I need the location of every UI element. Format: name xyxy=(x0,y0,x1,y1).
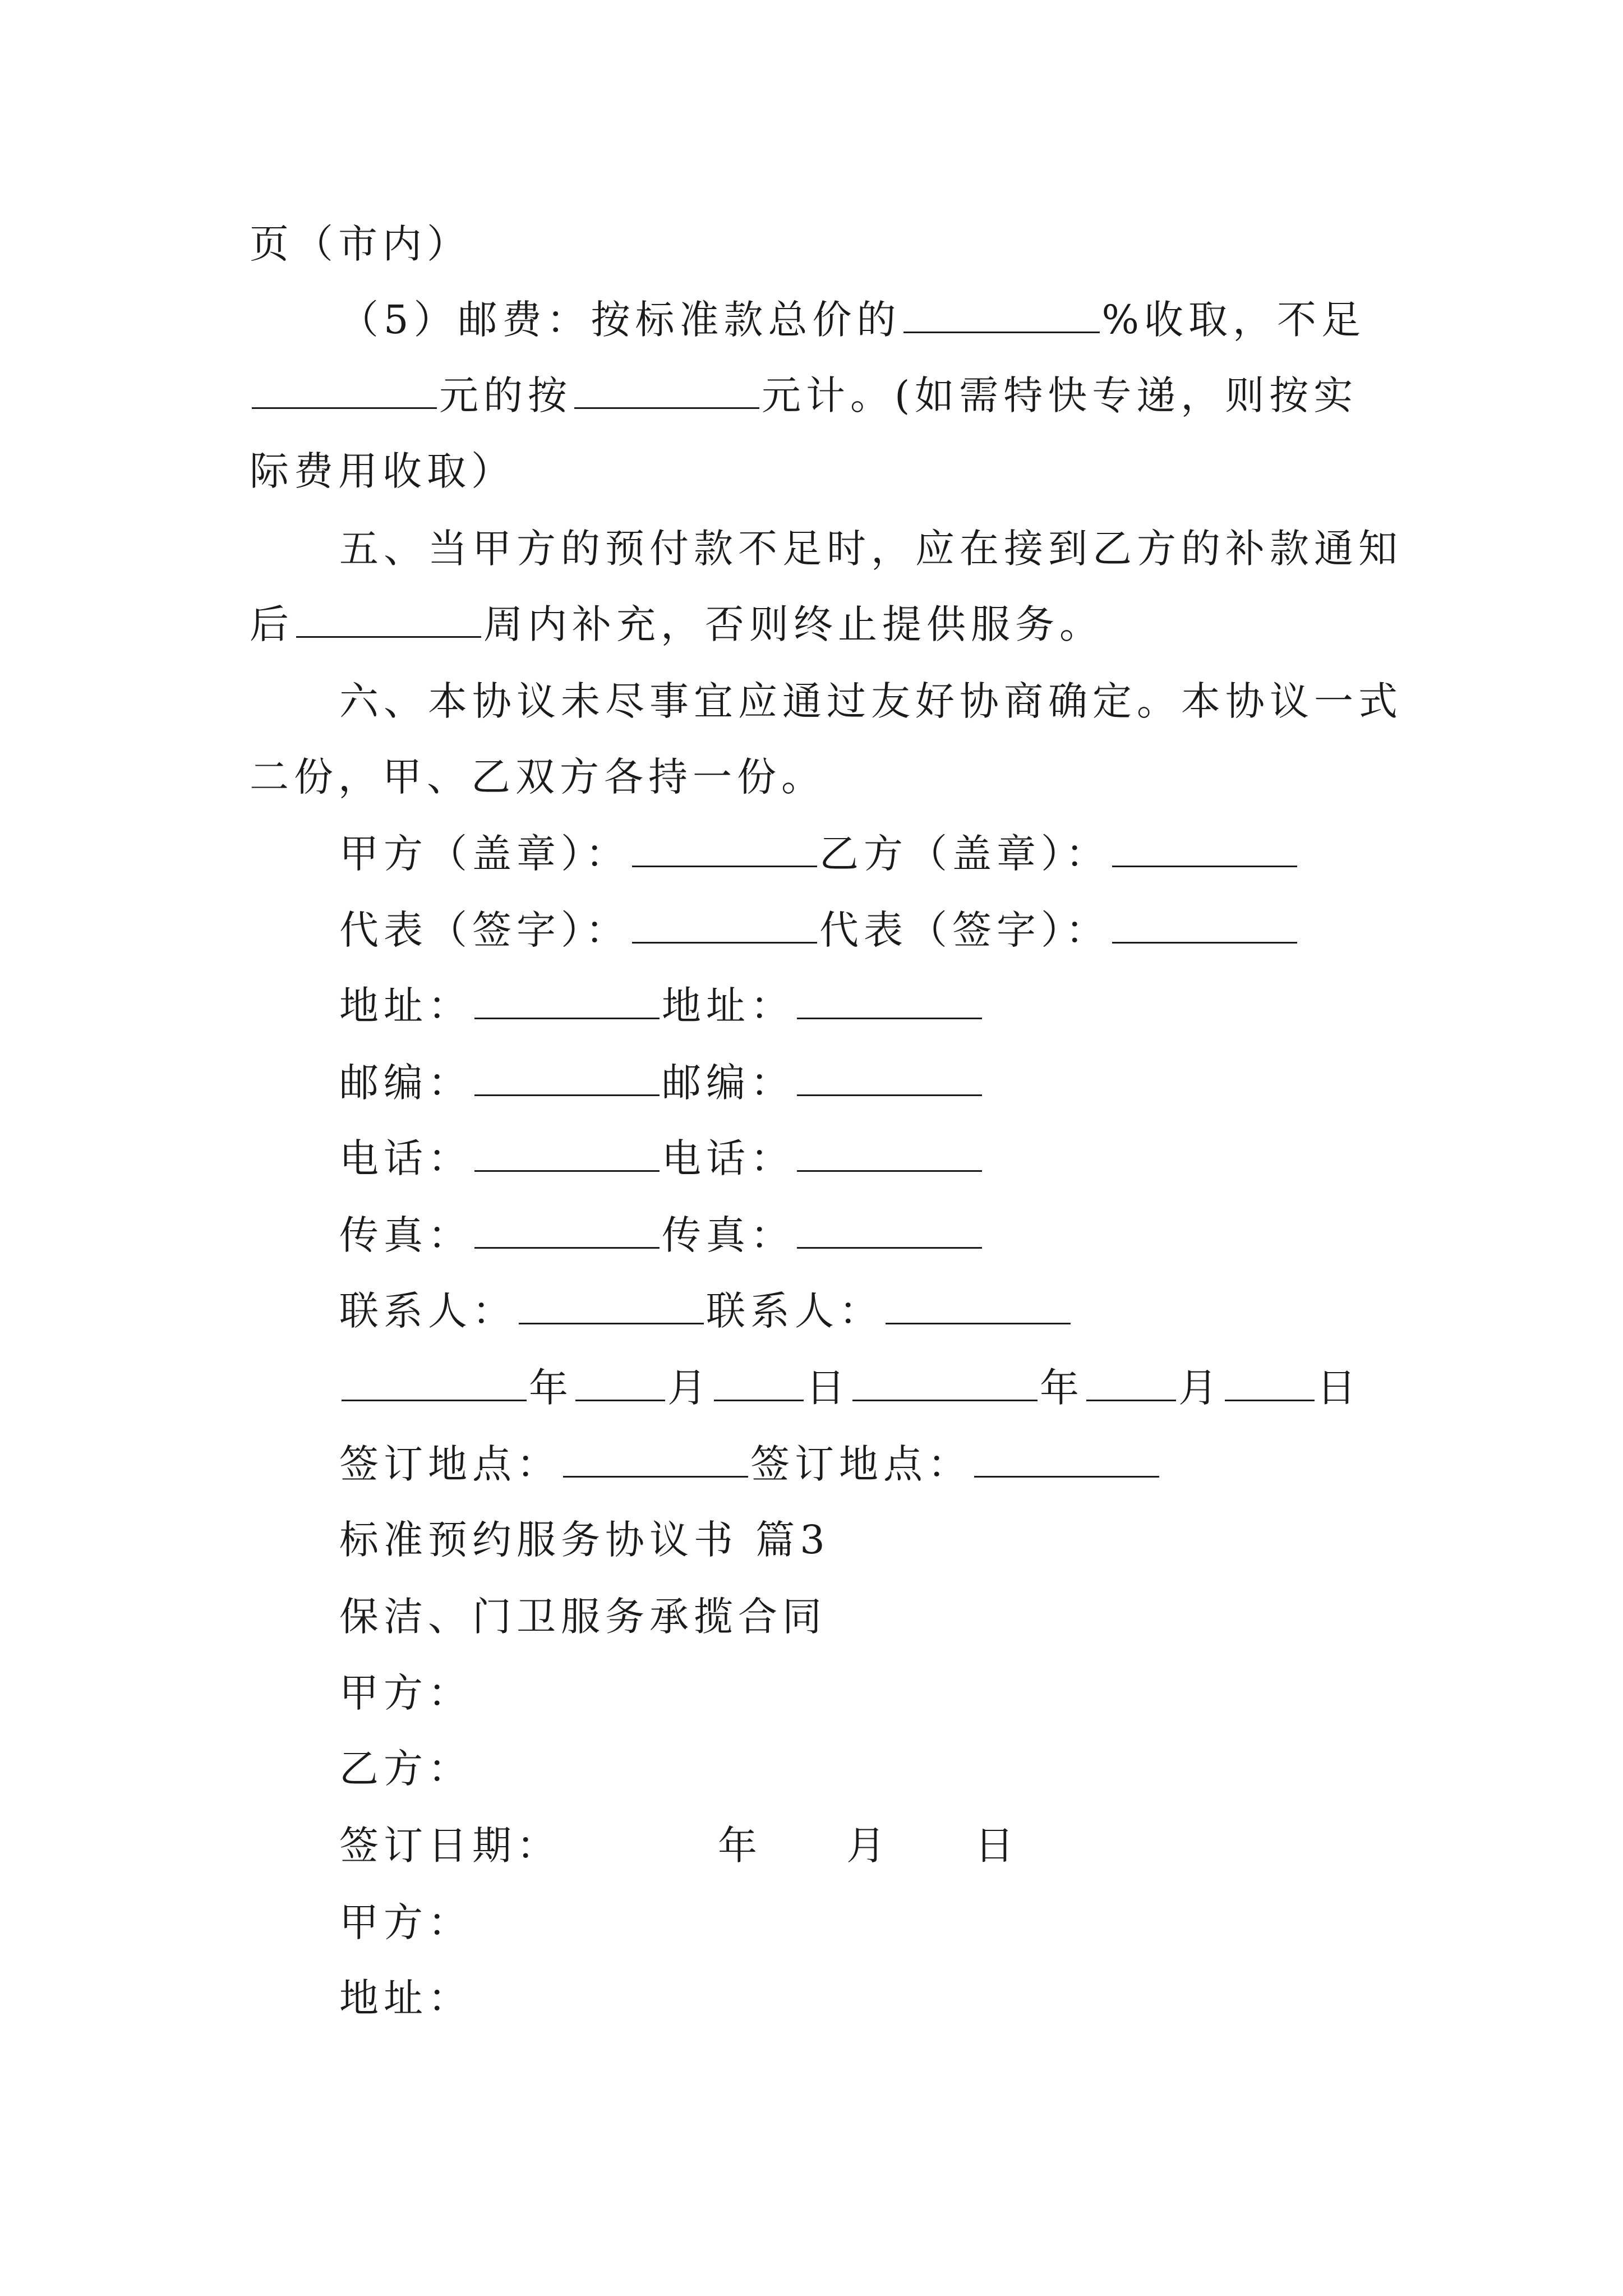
party-a-seal-field xyxy=(632,833,817,867)
contact-b-field xyxy=(886,1290,1071,1324)
year-label: 年 xyxy=(1040,1365,1084,1411)
rep-b-label: 代表（签字）： xyxy=(819,907,1110,953)
phone-b-label: 电话： xyxy=(662,1135,795,1181)
fax-b-label: 传真： xyxy=(662,1212,795,1258)
row-address xyxy=(339,972,984,1039)
year-b-field xyxy=(852,1367,1038,1401)
rep-b-field xyxy=(1112,909,1297,944)
line-actual-cost xyxy=(250,438,515,505)
contact-a-field xyxy=(519,1290,704,1324)
text: 页（市内） xyxy=(250,221,471,267)
place-b-label: 签订地点： xyxy=(750,1441,972,1487)
blank-field xyxy=(296,604,481,638)
text: 元计。(如需特快专递，则按实 xyxy=(762,372,1358,418)
text: 周内补充，否则终止提供服务。 xyxy=(483,601,1104,647)
line-postage xyxy=(339,286,1366,353)
party-a-line-2 xyxy=(339,1889,472,1956)
line-clause-6 xyxy=(339,668,1403,735)
contact-b-label: 联系人： xyxy=(706,1288,883,1334)
year-label: 年 xyxy=(529,1365,573,1411)
rep-a-label: 代表（签字）： xyxy=(339,907,630,953)
month-label: 月 xyxy=(846,1823,891,1869)
blank-field xyxy=(903,299,1100,333)
phone-a-label: 电话： xyxy=(339,1135,472,1181)
phone-b-field xyxy=(797,1138,982,1172)
text: 五、当甲方的预付款不足时，应在接到乙方的补款通知 xyxy=(339,526,1403,572)
line-postage-min xyxy=(250,362,1358,429)
text: 元的按 xyxy=(439,372,572,418)
text: 地址： xyxy=(339,1975,472,2021)
party-b-seal-label: 乙方（盖章）： xyxy=(819,831,1110,877)
text: （5）邮费：按标准款总价的 xyxy=(339,297,901,343)
sign-date-line xyxy=(339,1812,1019,1879)
month-label: 月 xyxy=(1178,1365,1223,1411)
fax-a-field xyxy=(474,1214,660,1249)
blank-field xyxy=(252,375,437,409)
fax-a-label: 传真： xyxy=(339,1212,472,1258)
place-a-field xyxy=(563,1443,748,1478)
year-a-field xyxy=(342,1367,527,1401)
year-label: 年 xyxy=(718,1823,762,1869)
rep-a-field xyxy=(632,909,817,944)
day-label: 日 xyxy=(1317,1365,1361,1411)
day-label: 日 xyxy=(806,1365,850,1411)
text: 后 xyxy=(250,601,294,647)
place-a-label: 签订地点： xyxy=(339,1441,561,1487)
text: 六、本协议未尽事宜应通过友好协商确定。本协议一式 xyxy=(339,678,1403,724)
text: 际费用收取） xyxy=(250,448,515,494)
postcode-a-label: 邮编： xyxy=(339,1060,472,1106)
contract-title xyxy=(339,1583,827,1650)
address-a-field xyxy=(474,985,660,1019)
text: %收取，不足 xyxy=(1101,297,1366,343)
postcode-b-label: 邮编： xyxy=(662,1060,795,1106)
row-date xyxy=(339,1354,1361,1421)
party-b-line xyxy=(339,1735,472,1802)
text: 乙方： xyxy=(339,1746,472,1792)
line-clause-6-cont xyxy=(250,743,826,811)
row-representative xyxy=(339,896,1299,964)
postcode-b-field xyxy=(797,1062,982,1096)
sign-date-label: 签订日期： xyxy=(339,1823,561,1869)
day-b-field xyxy=(1225,1367,1315,1401)
text: 甲方： xyxy=(339,1899,472,1945)
text: 甲方： xyxy=(339,1670,472,1716)
line-clause-5 xyxy=(339,515,1403,582)
blank-field xyxy=(574,375,759,409)
row-sign-place xyxy=(339,1430,1161,1498)
text: 标准预约服务协议书 篇3 xyxy=(339,1517,830,1563)
place-b-field xyxy=(974,1443,1159,1478)
row-postcode xyxy=(339,1049,984,1116)
address-line xyxy=(339,1964,472,2032)
contact-a-label: 联系人： xyxy=(339,1288,517,1334)
postcode-a-field xyxy=(474,1062,660,1096)
line-page-city xyxy=(250,210,471,278)
party-b-seal-field xyxy=(1112,833,1297,867)
row-contact xyxy=(339,1277,1073,1345)
row-fax xyxy=(339,1202,984,1269)
row-phone xyxy=(339,1125,984,1192)
party-a-seal-label: 甲方（盖章）： xyxy=(339,831,630,877)
line-clause-5-cont xyxy=(250,591,1104,658)
address-b-field xyxy=(797,985,982,1019)
month-b-field xyxy=(1086,1367,1176,1401)
party-a-line xyxy=(339,1659,472,1727)
text: 保洁、门卫服务承揽合同 xyxy=(339,1594,827,1640)
fax-b-field xyxy=(797,1214,982,1249)
text: 二份，甲、乙双方各持一份。 xyxy=(250,754,826,800)
day-a-field xyxy=(714,1367,804,1401)
month-label: 月 xyxy=(667,1365,712,1411)
address-a-label: 地址： xyxy=(339,983,472,1029)
address-b-label: 地址： xyxy=(662,983,795,1029)
row-seal xyxy=(339,820,1299,887)
day-label: 日 xyxy=(975,1823,1019,1869)
section-heading xyxy=(339,1506,830,1573)
phone-a-field xyxy=(474,1138,660,1172)
month-a-field xyxy=(575,1367,665,1401)
